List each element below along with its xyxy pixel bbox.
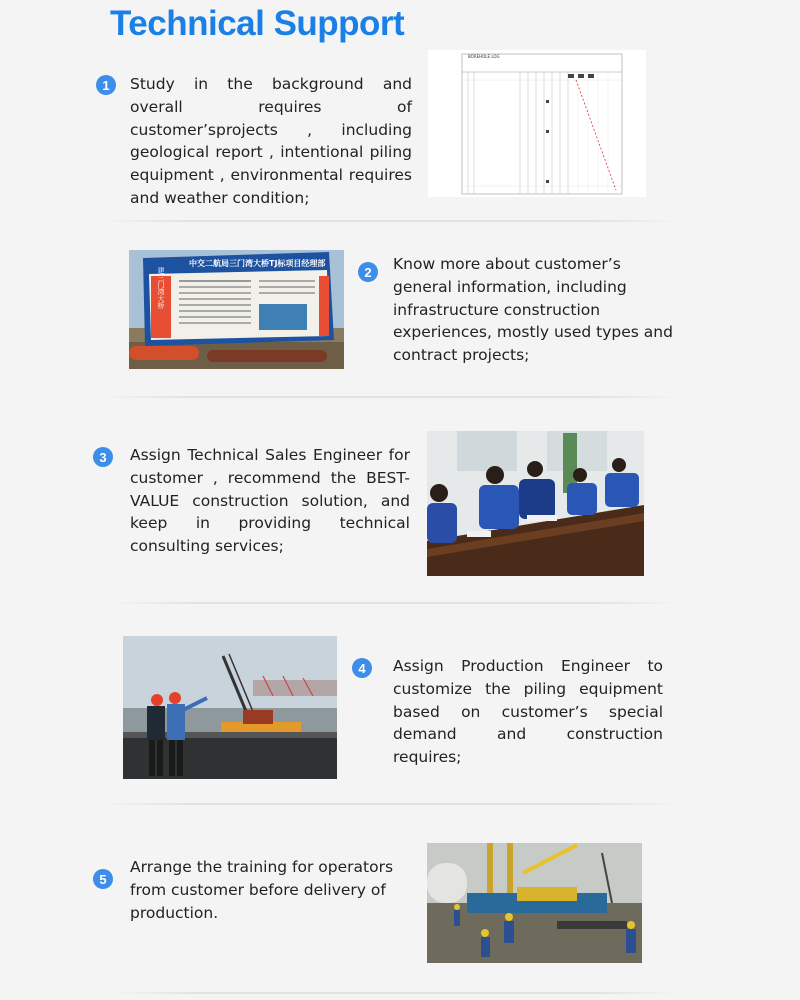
billboard-heading: 中交二航局三门湾大桥TJ标项目经理部: [189, 259, 326, 268]
section-divider: [100, 220, 680, 222]
step-number-badge: 4: [352, 658, 372, 678]
section-divider: [110, 992, 680, 994]
step-description: Study in the background and overall requires of customer’sprojects , including geological report , intentional piling equipment , environmental requires and weather condition;: [130, 75, 412, 207]
meeting-image: [427, 431, 644, 576]
section-divider: [110, 602, 680, 604]
section-divider: [100, 396, 680, 398]
step-number-badge: 1: [96, 75, 116, 95]
step-number-badge: 3: [93, 447, 113, 467]
step-description: Know more about customer’s general information, including infrastructure construction experiences, mostly used types and contract projects;: [393, 255, 673, 365]
crane-site-image: [123, 636, 337, 779]
training-site-image: [427, 843, 642, 963]
step-description: Assign Production Engineer to customize the piling equipment based on customer’s special demand and construction requires;: [393, 657, 663, 767]
section-divider: [100, 803, 680, 805]
page-title: Technical Support: [110, 4, 405, 43]
step-number-badge: 2: [358, 262, 378, 282]
billboard-side-text: 建三门湾大桥: [157, 267, 165, 309]
step-description: Assign Technical Sales Engineer for customer , recommend the BEST-VALUE construction solution, and keep in providing technical consulting services;: [130, 446, 410, 556]
borehole-log-image: [428, 50, 646, 197]
borehole-log-heading: BOREHOLE LOG: [468, 54, 500, 59]
billboard-image: [129, 250, 344, 369]
step-number-badge: 5: [93, 869, 113, 889]
step-description: Arrange the training for operators from customer before delivery of production.: [130, 858, 394, 922]
